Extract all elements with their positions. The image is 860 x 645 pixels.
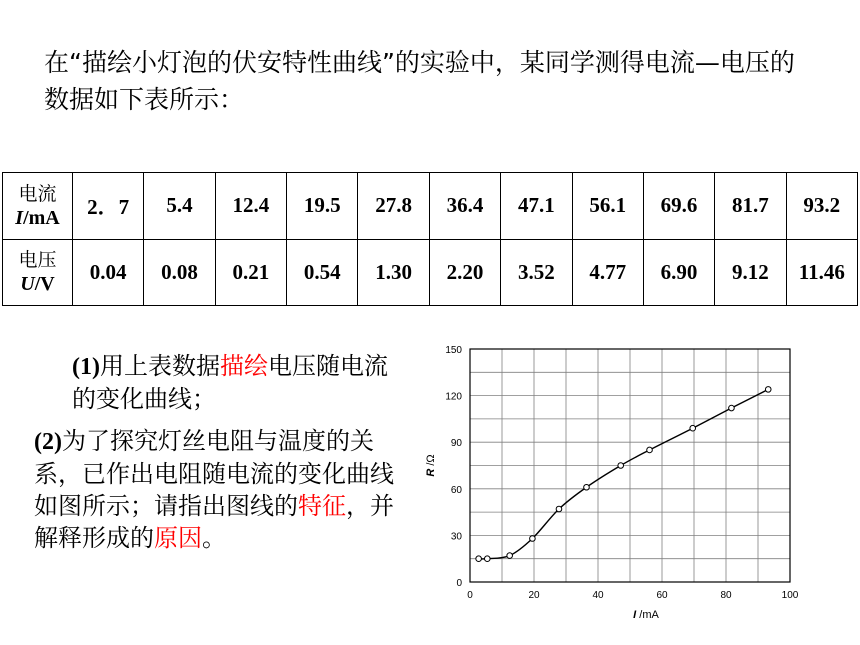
question-2-text-c: 。	[202, 524, 226, 552]
table-cell: 36.4	[429, 173, 500, 240]
table-cell: 6.90	[643, 239, 714, 306]
question-2-text-a: 为了探究灯丝电阻与温度的关系，已作出电阻随电流的变化曲线如图所示；请指出图线的	[34, 427, 394, 520]
y-axis-label: R /Ω	[425, 454, 437, 477]
resistance-current-chart	[420, 335, 810, 625]
series-curve	[479, 389, 769, 559]
table-row-header	[3, 173, 73, 240]
table-cell: 0.08	[144, 239, 215, 306]
question-2	[34, 425, 394, 554]
table-cell: 0.54	[287, 239, 358, 306]
table-cell: 11.46	[786, 239, 857, 306]
data-point	[556, 506, 562, 512]
data-table	[2, 172, 858, 306]
table-cell: 9.12	[715, 239, 786, 306]
y-tick-label: 60	[450, 484, 462, 496]
table-cell: 12.4	[215, 173, 286, 240]
table-row-header	[3, 239, 73, 306]
table-cell: 27.8	[358, 173, 429, 240]
table-cell: 0.04	[73, 239, 144, 306]
table-cell: 5.4	[144, 173, 215, 240]
table-row-current	[3, 173, 858, 240]
question-2-highlight-reason: 原因	[154, 524, 202, 552]
question-2-highlight-feature: 特征	[298, 492, 346, 520]
question-1-number: (1)	[72, 354, 100, 380]
table-cell: 3.52	[501, 239, 572, 306]
table-cell: 19.5	[287, 173, 358, 240]
question-2-text-b: ，并解释形成的	[34, 492, 394, 552]
x-tick-label: 60	[656, 590, 668, 601]
data-point	[647, 447, 653, 453]
table-cell: 0.21	[215, 239, 286, 306]
data-point	[476, 556, 482, 562]
table-cell: 93.2	[786, 173, 857, 240]
row-unit: U/V	[20, 273, 55, 296]
table-cell: 2.20	[429, 239, 500, 306]
y-tick-label: 90	[450, 438, 462, 450]
x-tick-label: 20	[528, 590, 540, 601]
table-cell: 81.7	[715, 173, 786, 240]
table-cell: 1.30	[358, 239, 429, 306]
table-cell: 56.1	[572, 173, 643, 240]
x-tick-label: 80	[720, 590, 732, 601]
y-tick-label: 120	[445, 391, 462, 403]
data-point	[484, 556, 490, 562]
data-point	[530, 536, 536, 542]
x-tick-label: 40	[592, 590, 604, 601]
table-cell: 4.77	[572, 239, 643, 306]
x-tick-label: 100	[781, 590, 799, 601]
data-point	[690, 425, 696, 431]
question-1-text-a: 用上表数据	[99, 352, 220, 380]
row-label: 电压	[18, 249, 57, 272]
y-tick-label: 150	[445, 345, 462, 356]
y-tick-label: 30	[450, 531, 462, 543]
intro-text: 在“描绘小灯泡的伏安特性曲线”的实验中，某同学测得电流—电压的数据如下表所示：	[44, 48, 795, 114]
data-point	[765, 387, 771, 393]
table-cell: 2．7	[73, 173, 144, 240]
question-2-number: (2)	[34, 429, 62, 455]
data-point	[729, 405, 735, 411]
table-cell: 47.1	[501, 173, 572, 240]
question-1-highlight: 描绘	[219, 352, 268, 380]
x-tick-label: 0	[467, 590, 473, 601]
question-1	[72, 350, 402, 415]
y-tick-label: 0	[456, 578, 462, 589]
data-point	[618, 463, 624, 469]
x-axis-label: I /mA	[633, 609, 659, 621]
question-1-text-b: 电压随电流的变化曲线；	[72, 352, 388, 413]
row-label: 电流	[18, 182, 57, 205]
table-row-voltage	[3, 239, 858, 306]
row-unit: I/mA	[15, 206, 60, 229]
data-point	[507, 553, 513, 559]
data-point	[584, 484, 590, 490]
table-cell: 69.6	[643, 173, 714, 240]
